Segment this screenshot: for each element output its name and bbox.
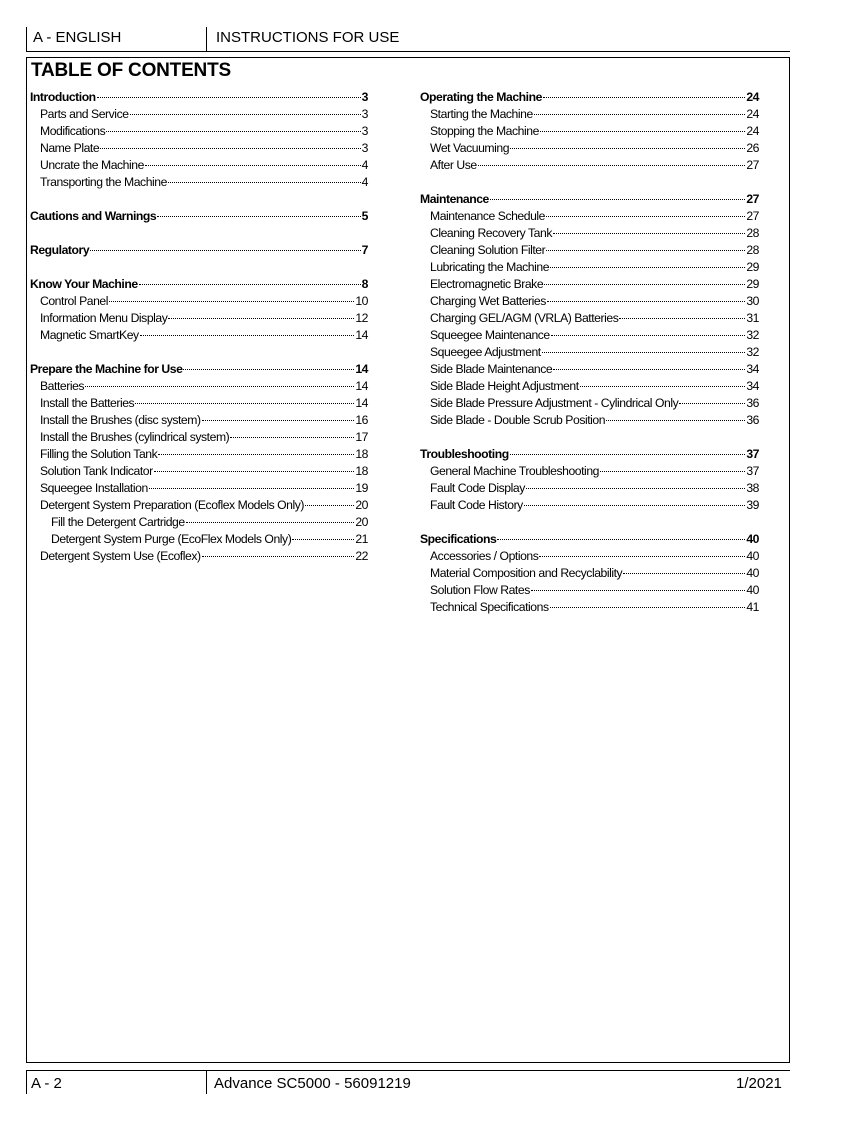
- toc-entry-page: 20: [355, 498, 368, 512]
- toc-entry-page: 37: [746, 464, 759, 478]
- toc-entry-page: 29: [746, 260, 759, 274]
- toc-entry-label: Parts and Service: [40, 107, 129, 121]
- toc-dot-leader: [158, 443, 354, 455]
- header-rule: [26, 51, 790, 52]
- footer-model: Advance SC5000 - 56091219: [214, 1075, 411, 1092]
- toc-dot-leader: [230, 426, 354, 438]
- toc-entry-page: 31: [746, 311, 759, 325]
- toc-dot-leader: [524, 494, 746, 506]
- toc-dot-leader: [149, 477, 355, 489]
- toc-entry-label: Material Composition and Recyclability: [430, 566, 623, 580]
- toc-entry-page: 14: [355, 379, 368, 393]
- toc-entry-label: Troubleshooting: [420, 447, 509, 461]
- page-title: TABLE OF CONTENTS: [31, 60, 231, 81]
- toc-dot-leader: [580, 375, 746, 387]
- toc-entry-label: Filling the Solution Tank: [40, 447, 158, 461]
- toc-dot-leader: [130, 103, 361, 115]
- toc-entry-page: 5: [361, 209, 368, 223]
- toc-entry-page: 40: [746, 583, 759, 597]
- toc-entry-page: 40: [746, 549, 759, 563]
- toc-entry-page: 36: [746, 413, 759, 427]
- toc-entry-page: 24: [746, 90, 759, 104]
- toc-dot-leader: [168, 307, 354, 319]
- toc-entry-page: 18: [355, 464, 368, 478]
- toc-section-entry[interactable]: [30, 242, 368, 259]
- toc-entry-page: 16: [355, 413, 368, 427]
- toc-entry-label: Side Blade Pressure Adjustment - Cylindrical Only: [430, 396, 679, 410]
- toc-section-entry[interactable]: [30, 208, 368, 225]
- toc-entry-label: Prepare the Machine for Use: [30, 362, 183, 376]
- toc-dot-leader: [154, 460, 355, 472]
- toc-dot-leader: [186, 511, 355, 523]
- toc-dot-leader: [550, 256, 745, 268]
- toc-entry-label: Electromagnetic Brake: [430, 277, 544, 291]
- toc-entry-page: 3: [361, 141, 368, 155]
- toc-dot-leader: [544, 273, 745, 285]
- toc-entry-label: Fill the Detergent Cartridge: [51, 515, 185, 529]
- toc-dot-leader: [292, 528, 354, 540]
- toc-entry-label: Solution Flow Rates: [430, 583, 530, 597]
- toc-entry-label: Modifications: [40, 124, 106, 138]
- toc-dot-leader: [542, 341, 746, 353]
- toc-entry[interactable]: [420, 497, 759, 514]
- toc-entry-page: 4: [361, 175, 368, 189]
- toc-entry-page: 22: [355, 549, 368, 563]
- footer-left-border: [26, 1070, 27, 1094]
- toc-entry-label: Detergent System Purge (EcoFlex Models Only): [51, 532, 292, 546]
- toc-entry-label: Side Blade Height Adjustment: [430, 379, 579, 393]
- toc-entry-page: 37: [746, 447, 759, 461]
- toc-dot-leader: [490, 188, 745, 200]
- toc-dot-leader: [100, 137, 360, 149]
- toc-entry-label: Maintenance Schedule: [430, 209, 545, 223]
- toc-entry-page: 18: [355, 447, 368, 461]
- toc-entry-page: 27: [746, 158, 759, 172]
- toc-entry-label: Technical Specifications: [430, 600, 549, 614]
- toc-dot-leader: [546, 239, 745, 251]
- toc-entry-page: 3: [361, 124, 368, 138]
- toc-entry-label: Side Blade - Double Scrub Position: [430, 413, 606, 427]
- toc-dot-leader: [553, 358, 745, 370]
- toc-entry-label: Charging GEL/AGM (VRLA) Batteries: [430, 311, 619, 325]
- toc-entry-page: 30: [746, 294, 759, 308]
- toc-entry-page: 28: [746, 226, 759, 240]
- toc-entry-page: 14: [355, 362, 368, 376]
- toc-entry[interactable]: [420, 157, 759, 174]
- toc-entry-page: 34: [746, 362, 759, 376]
- toc-dot-leader: [183, 358, 354, 370]
- toc-entry-page: 4: [361, 158, 368, 172]
- toc-entry-label: Detergent System Use (Ecoflex): [40, 549, 201, 563]
- toc-entry-label: Starting the Machine: [430, 107, 533, 121]
- toc-entry-page: 32: [746, 345, 759, 359]
- toc-entry-label: Operating the Machine: [420, 90, 542, 104]
- toc-left-column: [30, 89, 368, 565]
- toc-entry-label: Maintenance: [420, 192, 489, 206]
- toc-entry-label: Know Your Machine: [30, 277, 138, 291]
- toc-dot-leader: [139, 273, 361, 285]
- toc-dot-leader: [550, 596, 746, 608]
- toc-dot-leader: [97, 86, 361, 98]
- toc-entry-page: 27: [746, 209, 759, 223]
- toc-entry-page: 27: [746, 192, 759, 206]
- toc-entry-page: 39: [746, 498, 759, 512]
- toc-entry-label: Squeegee Maintenance: [430, 328, 550, 342]
- toc-entry-page: 28: [746, 243, 759, 257]
- toc-entry-label: Information Menu Display: [40, 311, 168, 325]
- header-left-border: [26, 27, 27, 51]
- toc-dot-leader: [531, 579, 746, 591]
- toc-dot-leader: [553, 222, 745, 234]
- toc-entry[interactable]: [30, 174, 368, 191]
- toc-entry-label: After Use: [430, 158, 477, 172]
- toc-entry-label: Batteries: [40, 379, 85, 393]
- toc-dot-leader: [540, 120, 745, 132]
- toc-entry-page: 24: [746, 107, 759, 121]
- toc-dot-leader: [510, 443, 746, 455]
- toc-entry-label: Accessories / Options: [430, 549, 539, 563]
- toc-entry-page: 19: [355, 481, 368, 495]
- toc-entry-label: General Machine Troubleshooting: [430, 464, 599, 478]
- toc-entry[interactable]: [30, 548, 368, 565]
- toc-entry-label: Name Plate: [40, 141, 100, 155]
- toc-entry-label: Cleaning Recovery Tank: [430, 226, 552, 240]
- toc-entry-label: Specifications: [420, 532, 497, 546]
- toc-dot-leader: [551, 324, 746, 336]
- header-language: A - ENGLISH: [33, 29, 122, 46]
- toc-dot-leader: [140, 324, 355, 336]
- toc-entry-page: 7: [361, 243, 368, 257]
- header-section: INSTRUCTIONS FOR USE: [216, 29, 400, 46]
- toc-entry-label: Fault Code History: [430, 498, 523, 512]
- toc-dot-leader: [606, 409, 745, 421]
- toc-entry-label: Regulatory: [30, 243, 90, 257]
- toc-entry-page: 40: [746, 532, 759, 546]
- footer-date: 1/2021: [736, 1075, 782, 1092]
- toc-entry-label: Cleaning Solution Filter: [430, 243, 546, 257]
- toc-entry-label: Introduction: [30, 90, 96, 104]
- toc-dot-leader: [305, 494, 354, 506]
- toc-entry-label: Install the Brushes (cylindrical system): [40, 430, 230, 444]
- header-divider: [206, 27, 207, 51]
- toc-entry-page: 3: [361, 107, 368, 121]
- toc-entry-page: 36: [746, 396, 759, 410]
- toc-dot-leader: [623, 562, 745, 574]
- toc-entry-page: 17: [355, 430, 368, 444]
- toc-dot-leader: [135, 392, 354, 404]
- toc-entry-page: 3: [361, 90, 368, 104]
- footer-page-number: A - 2: [31, 1075, 62, 1092]
- toc-dot-leader: [510, 137, 745, 149]
- toc-entry-page: 12: [355, 311, 368, 325]
- toc-dot-leader: [168, 171, 361, 183]
- toc-dot-leader: [478, 154, 746, 166]
- toc-entry-page: 8: [361, 277, 368, 291]
- toc-entry[interactable]: [420, 412, 759, 429]
- footer-divider: [206, 1070, 207, 1094]
- toc-entry-page: 29: [746, 277, 759, 291]
- toc-dot-leader: [202, 409, 355, 421]
- toc-entry-label: Detergent System Preparation (Ecoflex Models Only): [40, 498, 305, 512]
- toc-dot-leader: [679, 392, 745, 404]
- toc-entry-page: 26: [746, 141, 759, 155]
- toc-entry-label: Stopping the Machine: [430, 124, 539, 138]
- toc-entry-page: 32: [746, 328, 759, 342]
- toc-entry-label: Solution Tank Indicator: [40, 464, 153, 478]
- toc-entry-label: Side Blade Maintenance: [430, 362, 553, 376]
- toc-dot-leader: [90, 239, 361, 251]
- footer-rule: [26, 1070, 790, 1071]
- toc-entry[interactable]: [420, 599, 759, 616]
- toc-entry-page: 34: [746, 379, 759, 393]
- toc-entry-page: 10: [355, 294, 368, 308]
- toc-right-column: [420, 89, 759, 616]
- toc-entry-page: 14: [355, 328, 368, 342]
- toc-entry-page: 20: [355, 515, 368, 529]
- toc-entry-label: Squeegee Adjustment: [430, 345, 541, 359]
- toc-dot-leader: [109, 290, 354, 302]
- toc-entry-label: Install the Brushes (disc system): [40, 413, 201, 427]
- toc-entry-page: 21: [355, 532, 368, 546]
- toc-dot-leader: [526, 477, 745, 489]
- toc-entry-page: 38: [746, 481, 759, 495]
- toc-dot-leader: [539, 545, 745, 557]
- toc-dot-leader: [546, 205, 745, 217]
- toc-entry-label: Install the Batteries: [40, 396, 135, 410]
- toc-entry-label: Charging Wet Batteries: [430, 294, 546, 308]
- toc-dot-leader: [497, 528, 745, 540]
- toc-dot-leader: [85, 375, 354, 387]
- toc-entry-page: 14: [355, 396, 368, 410]
- toc-entry-label: Fault Code Display: [430, 481, 525, 495]
- toc-dot-leader: [543, 86, 745, 98]
- toc-entry-page: 41: [746, 600, 759, 614]
- toc-entry-label: Uncrate the Machine: [40, 158, 144, 172]
- toc-dot-leader: [600, 460, 745, 472]
- toc-entry[interactable]: [30, 327, 368, 344]
- toc-dot-leader: [547, 290, 745, 302]
- toc-entry-label: Squeegee Installation: [40, 481, 148, 495]
- toc-entry-label: Magnetic SmartKey: [40, 328, 139, 342]
- toc-dot-leader: [157, 205, 360, 217]
- toc-entry-page: 40: [746, 566, 759, 580]
- toc-dot-leader: [534, 103, 746, 115]
- toc-entry-label: Transporting the Machine: [40, 175, 167, 189]
- toc-entry-label: Control Panel: [40, 294, 108, 308]
- toc-entry-label: Wet Vacuuming: [430, 141, 510, 155]
- toc-dot-leader: [202, 545, 355, 557]
- toc-dot-leader: [106, 120, 360, 132]
- toc-entry-label: Lubricating the Machine: [430, 260, 550, 274]
- toc-dot-leader: [619, 307, 745, 319]
- toc-entry-label: Cautions and Warnings: [30, 209, 157, 223]
- toc-entry-page: 24: [746, 124, 759, 138]
- toc-dot-leader: [145, 154, 361, 166]
